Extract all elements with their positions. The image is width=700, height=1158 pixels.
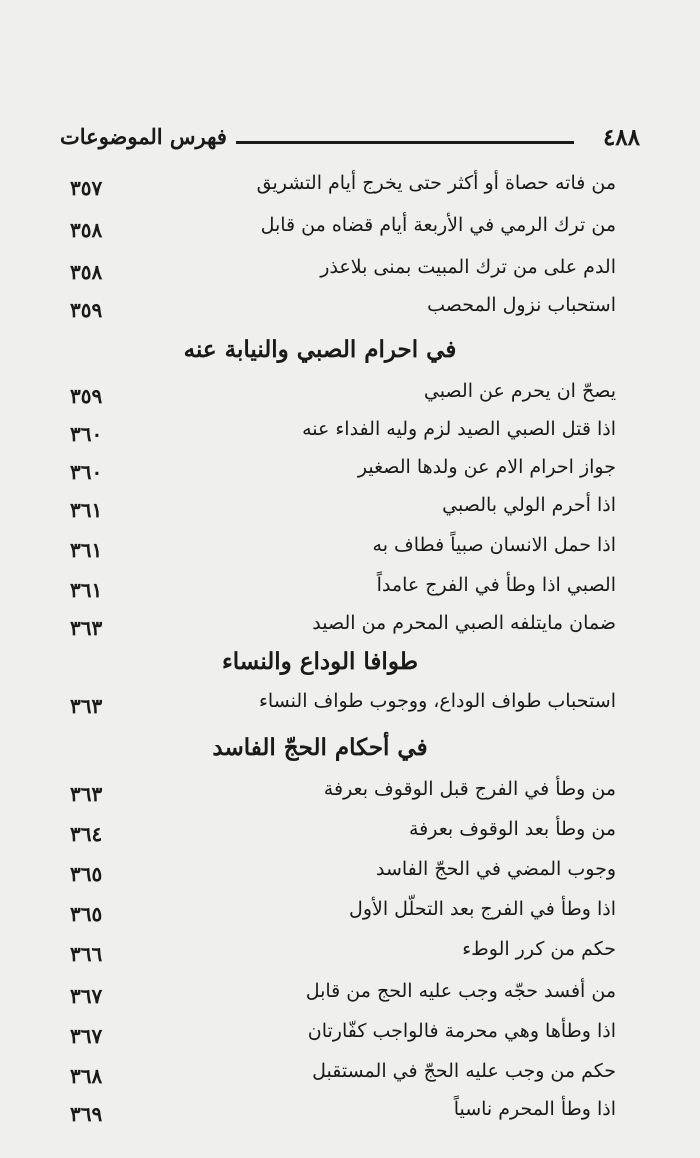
toc-entry (70, 1098, 616, 1130)
entry-title: يصحّ ان يحرم عن الصبي (423, 380, 616, 402)
entry-page: ٣٥٧ (70, 176, 103, 200)
entry-title: اذا حمل الانسان صبياً فطاف به (372, 534, 616, 556)
entry-title: استحباب طواف الوداع، ووجوب طواف النساء (259, 690, 616, 712)
toc-entry (70, 938, 616, 970)
entry-page: ٣٦١ (70, 578, 103, 602)
entry-title: حكم من وجب عليه الحجّ في المستقبل (312, 1060, 616, 1082)
entry-page: ٣٦٥ (70, 902, 103, 926)
entry-page: ٣٥٩ (70, 384, 103, 408)
toc-entry (70, 456, 616, 488)
entry-page: ٣٦٣ (70, 694, 103, 718)
entry-title: من ترك الرمي في الأربعة أيام قضاه من قابل (260, 214, 616, 236)
section-heading: في أحكام الحجّ الفاسد (212, 734, 428, 761)
entry-title: من أفسد حجّه وجب عليه الحج من قابل (305, 980, 616, 1002)
toc-entry (70, 380, 616, 412)
toc-entry (70, 778, 616, 810)
entry-page: ٣٥٨ (70, 260, 103, 284)
section-heading: طوافا الوداع والنساء (221, 648, 419, 675)
entry-title: ضمان مايتلفه الصبي المحرم من الصيد (312, 612, 616, 634)
entry-title: من وطأ بعد الوقوف بعرفة (409, 818, 616, 840)
toc-entry (70, 574, 616, 606)
entry-title: جواز احرام الام عن ولدها الصغير (357, 456, 616, 478)
entry-page: ٣٥٩ (70, 298, 103, 322)
entry-title: من وطأ في الفرج قبل الوقوف بعرفة (323, 778, 616, 800)
entry-page: ٣٦٤ (70, 822, 103, 846)
section-heading: في احرام الصبي والنيابة عنه (183, 336, 457, 363)
entry-title: الدم على من ترك المبيت بمنى بلاعذر (320, 256, 616, 278)
entry-page: ٣٦٧ (70, 984, 103, 1008)
entry-page: ٣٦٠ (70, 422, 103, 446)
entry-page: ٣٦٦ (70, 942, 103, 966)
entry-page: ٣٦٨ (70, 1064, 103, 1088)
toc-entry (70, 898, 616, 930)
toc-entry (70, 858, 616, 890)
running-header (60, 124, 640, 156)
entry-title: اذا وطأ المحرم ناسياً (453, 1098, 616, 1120)
entry-page: ٣٦٣ (70, 782, 103, 806)
toc-entry (70, 818, 616, 850)
entry-title: حكم من كرر الوطء (462, 938, 616, 960)
entry-page: ٣٦٩ (70, 1102, 103, 1126)
toc-entry (70, 214, 616, 246)
entry-title: وجوب المضي في الحجّ الفاسد (375, 858, 616, 880)
toc-entry (70, 172, 616, 204)
entry-page: ٣٦٥ (70, 862, 103, 886)
entry-page: ٣٦١ (70, 538, 103, 562)
entry-title: اذا وطأ في الفرج بعد التحلّل الأول (349, 898, 616, 920)
entry-title: اذا وطأها وهي محرمة فالواجب كفّارتان (307, 1020, 616, 1042)
entry-title: الصبي اذا وطأ في الفرج عامداً (376, 574, 616, 596)
running-title: فهرس الموضوعات (60, 124, 227, 149)
toc-entry (70, 294, 616, 326)
entry-page: ٣٦٠ (70, 460, 103, 484)
entry-page: ٣٦٧ (70, 1024, 103, 1048)
toc-entry (70, 534, 616, 566)
entry-page: ٣٦١ (70, 498, 103, 522)
toc-entry (70, 256, 616, 288)
entry-title: من فاته حصاة أو أكثر حتى يخرج أيام التشريق (256, 172, 616, 194)
entry-title: اذا قتل الصبي الصيد لزم وليه الفداء عنه (302, 418, 616, 440)
entry-page: ٣٦٣ (70, 616, 103, 640)
toc-entry (70, 690, 616, 722)
toc-entry (70, 418, 616, 450)
toc-entry (70, 1060, 616, 1092)
toc-entry (70, 1020, 616, 1052)
toc-entry (70, 612, 616, 644)
entry-title: استحباب نزول المحصب (427, 294, 616, 316)
entry-title: اذا أحرم الولي بالصبي (442, 494, 616, 516)
page-number: ٤٨٨ (602, 124, 640, 151)
toc-entry (70, 980, 616, 1012)
entry-page: ٣٥٨ (70, 218, 103, 242)
toc-entry (70, 494, 616, 526)
header-rule (236, 141, 574, 144)
